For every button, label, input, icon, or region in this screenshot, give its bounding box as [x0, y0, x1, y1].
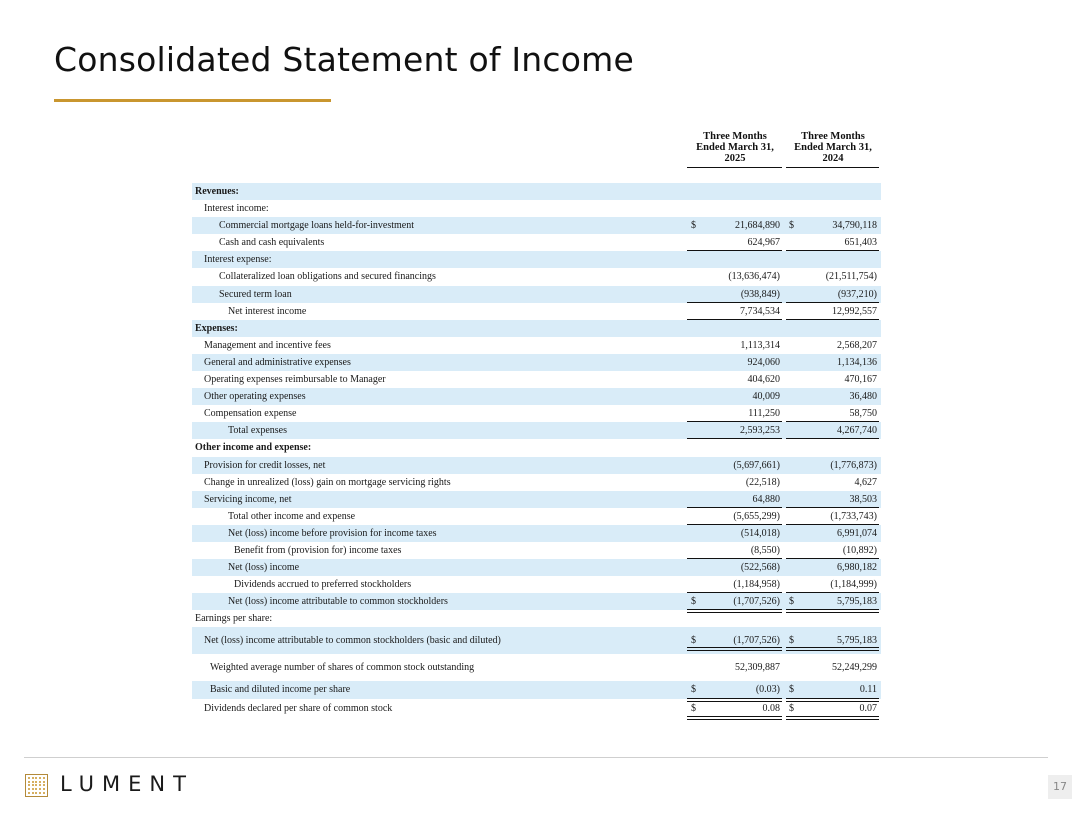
- row-label: Compensation expense: [204, 408, 297, 420]
- row-label: Net (loss) income: [228, 562, 300, 574]
- table-row: [192, 303, 881, 320]
- table-row: [192, 681, 881, 698]
- table-row: [192, 251, 881, 268]
- dollar-sign: $: [789, 635, 794, 647]
- value-2024: (21,511,754): [825, 271, 877, 283]
- table-row: [192, 354, 881, 371]
- table-row: [192, 200, 881, 217]
- title-underline: [54, 99, 331, 102]
- column-header-2024: [785, 131, 881, 164]
- column-header-line: Three Months: [801, 131, 865, 142]
- row-label: Interest income:: [204, 203, 269, 215]
- value-2025: (522,568): [740, 562, 780, 574]
- value-2024: 12,992,557: [832, 305, 877, 317]
- row-label: Operating expenses reimbursable to Manager: [204, 374, 386, 386]
- row-label: Revenues:: [195, 186, 239, 197]
- value-2025: (938,849): [740, 288, 780, 300]
- table-row: [192, 610, 881, 627]
- value-2025: 64,880: [752, 493, 780, 505]
- dollar-sign: $: [789, 596, 794, 608]
- value-2025: (8,550): [750, 544, 780, 556]
- row-label: Servicing income, net: [204, 493, 292, 505]
- column-header-line: 2025: [724, 153, 746, 164]
- row-label: Total other income and expense: [228, 510, 356, 522]
- value-2024: (937,210): [837, 288, 877, 300]
- row-label: Total expenses: [228, 425, 288, 437]
- total-double-rule: [786, 716, 879, 717]
- row-label: General and administrative expenses: [204, 356, 351, 368]
- footer-divider: [24, 757, 1048, 758]
- page-number: 17: [1048, 775, 1072, 799]
- row-label: Net (loss) income attributable to common stockholders (basic and diluted): [204, 635, 501, 647]
- dollar-sign: $: [789, 684, 794, 696]
- value-2025: (13,636,474): [728, 271, 780, 283]
- section-expenses: [192, 320, 881, 337]
- row-label: Change in unrealized (loss) gain on mortgage servicing rights: [204, 476, 451, 488]
- value-2025: 924,060: [747, 356, 780, 368]
- table-row: [192, 337, 881, 354]
- total-double-rule: [687, 719, 782, 720]
- value-2024: 1,134,136: [837, 356, 877, 368]
- value-2024: (10,892): [842, 544, 877, 556]
- value-2024: 4,267,740: [837, 425, 877, 437]
- income-statement-table: [192, 183, 881, 717]
- row-label: Other income and expense:: [195, 442, 312, 454]
- value-2025: 1,113,314: [740, 339, 780, 351]
- table-row: [192, 268, 881, 285]
- value-2025: (1,707,526): [733, 596, 780, 608]
- dollar-sign: $: [691, 635, 696, 647]
- total-double-rule: [687, 716, 782, 717]
- row-label: Net (loss) income attributable to common stockholders: [228, 596, 448, 608]
- row-label: Provision for credit losses, net: [204, 459, 326, 471]
- column-header-rule: [687, 167, 782, 168]
- value-2025: (1,184,958): [733, 579, 780, 591]
- column-header-line: Three Months: [703, 131, 767, 142]
- value-2024: 470,167: [844, 374, 877, 386]
- total-double-rule: [786, 719, 879, 720]
- value-2024: 0.11: [859, 684, 877, 696]
- value-2025: (22,518): [745, 476, 780, 488]
- table-row: [192, 217, 881, 234]
- value-2024: (1,776,873): [830, 459, 877, 471]
- total-double-rule: [786, 647, 879, 648]
- row-label: Net interest income: [228, 305, 307, 317]
- value-2025: 21,684,890: [735, 220, 780, 232]
- total-double-rule: [687, 647, 782, 648]
- value-2024: 651,403: [844, 237, 877, 249]
- value-2025: 0.08: [762, 702, 780, 714]
- value-2025: 40,009: [752, 391, 780, 403]
- value-2025: 111,250: [748, 408, 780, 420]
- value-2025: (5,697,661): [733, 459, 780, 471]
- dollar-sign: $: [691, 220, 696, 232]
- section-revenues: [192, 183, 881, 200]
- column-header-line: 2024: [822, 153, 844, 164]
- total-double-rule: [687, 650, 782, 651]
- total-double-rule: [786, 650, 879, 651]
- table-row: [192, 234, 881, 251]
- row-label: Weighted average number of shares of common stock outstanding: [210, 662, 475, 674]
- value-2024: 6,980,182: [837, 562, 877, 574]
- total-double-rule: [687, 698, 782, 699]
- row-label: Collateralized loan obligations and secured financings: [219, 271, 436, 283]
- row-label: Secured term loan: [219, 288, 292, 300]
- row-label: Commercial mortgage loans held-for-investment: [219, 220, 415, 232]
- table-row: [192, 654, 881, 681]
- row-label: Cash and cash equivalents: [219, 237, 325, 249]
- table-row: [192, 576, 881, 593]
- dollar-sign: $: [691, 684, 696, 696]
- table-row: [192, 593, 881, 610]
- row-label: Dividends declared per share of common stock: [204, 702, 393, 714]
- value-2024: (1,733,743): [830, 510, 877, 522]
- value-2025: (0.03): [755, 684, 780, 696]
- value-2024: (1,184,999): [830, 579, 877, 591]
- value-2024: 36,480: [849, 391, 877, 403]
- table-row: [192, 559, 881, 576]
- table-row: [192, 371, 881, 388]
- value-2024: 58,750: [849, 408, 877, 420]
- value-2025: 624,967: [747, 237, 780, 249]
- row-label: Basic and diluted income per share: [210, 684, 351, 696]
- table-row: [192, 422, 881, 439]
- value-2025: (1,707,526): [733, 635, 780, 647]
- value-2025: 7,734,534: [740, 305, 780, 317]
- table-row: [192, 542, 881, 559]
- value-2024: 38,503: [849, 493, 877, 505]
- table-row: [192, 700, 881, 717]
- value-2024: 0.07: [859, 702, 877, 714]
- table-row: [192, 474, 881, 491]
- value-2025: (514,018): [740, 527, 780, 539]
- section-other-income: [192, 439, 881, 456]
- value-2024: 52,249,299: [832, 662, 877, 674]
- total-double-rule: [786, 698, 879, 699]
- table-row: [192, 525, 881, 542]
- value-2024: 4,627: [854, 476, 877, 488]
- row-label: Benefit from (provision for) income taxes: [234, 544, 402, 556]
- dollar-sign: $: [789, 220, 794, 232]
- column-header-rule: [786, 167, 879, 168]
- column-header-line: Ended March 31,: [696, 142, 774, 153]
- value-2025: 404,620: [747, 374, 780, 386]
- lument-logo-icon: [25, 774, 48, 797]
- column-header-line: Ended March 31,: [794, 142, 872, 153]
- dollar-sign: $: [789, 702, 794, 714]
- table-row: [192, 491, 881, 508]
- row-label: Interest expense:: [204, 254, 272, 266]
- value-2024: 6,991,074: [837, 527, 877, 539]
- table-row: [192, 286, 881, 303]
- value-2025: 2,593,253: [740, 425, 780, 437]
- table-row: [192, 627, 881, 654]
- table-row: [192, 508, 881, 525]
- dollar-sign: $: [691, 702, 696, 714]
- brand-wordmark: LUMENT: [60, 772, 194, 796]
- value-2025: 52,309,887: [735, 662, 780, 674]
- table-row: [192, 388, 881, 405]
- dollar-sign: $: [691, 596, 696, 608]
- value-2025: (5,655,299): [733, 510, 780, 522]
- column-header-2025: [687, 131, 783, 164]
- table-row: [192, 405, 881, 422]
- table-row: [192, 457, 881, 474]
- slide-title: Consolidated Statement of Income: [54, 40, 634, 79]
- row-label: Other operating expenses: [204, 391, 306, 403]
- value-2024: 5,795,183: [837, 596, 877, 608]
- value-2024: 34,790,118: [832, 220, 877, 232]
- value-2024: 5,795,183: [837, 635, 877, 647]
- value-2024: 2,568,207: [837, 339, 877, 351]
- row-label: Dividends accrued to preferred stockholders: [234, 579, 412, 591]
- row-label: Net (loss) income before provision for income taxes: [228, 527, 437, 539]
- row-label: Management and incentive fees: [204, 339, 331, 351]
- row-label: Earnings per share:: [195, 613, 273, 625]
- row-label: Expenses:: [195, 322, 238, 334]
